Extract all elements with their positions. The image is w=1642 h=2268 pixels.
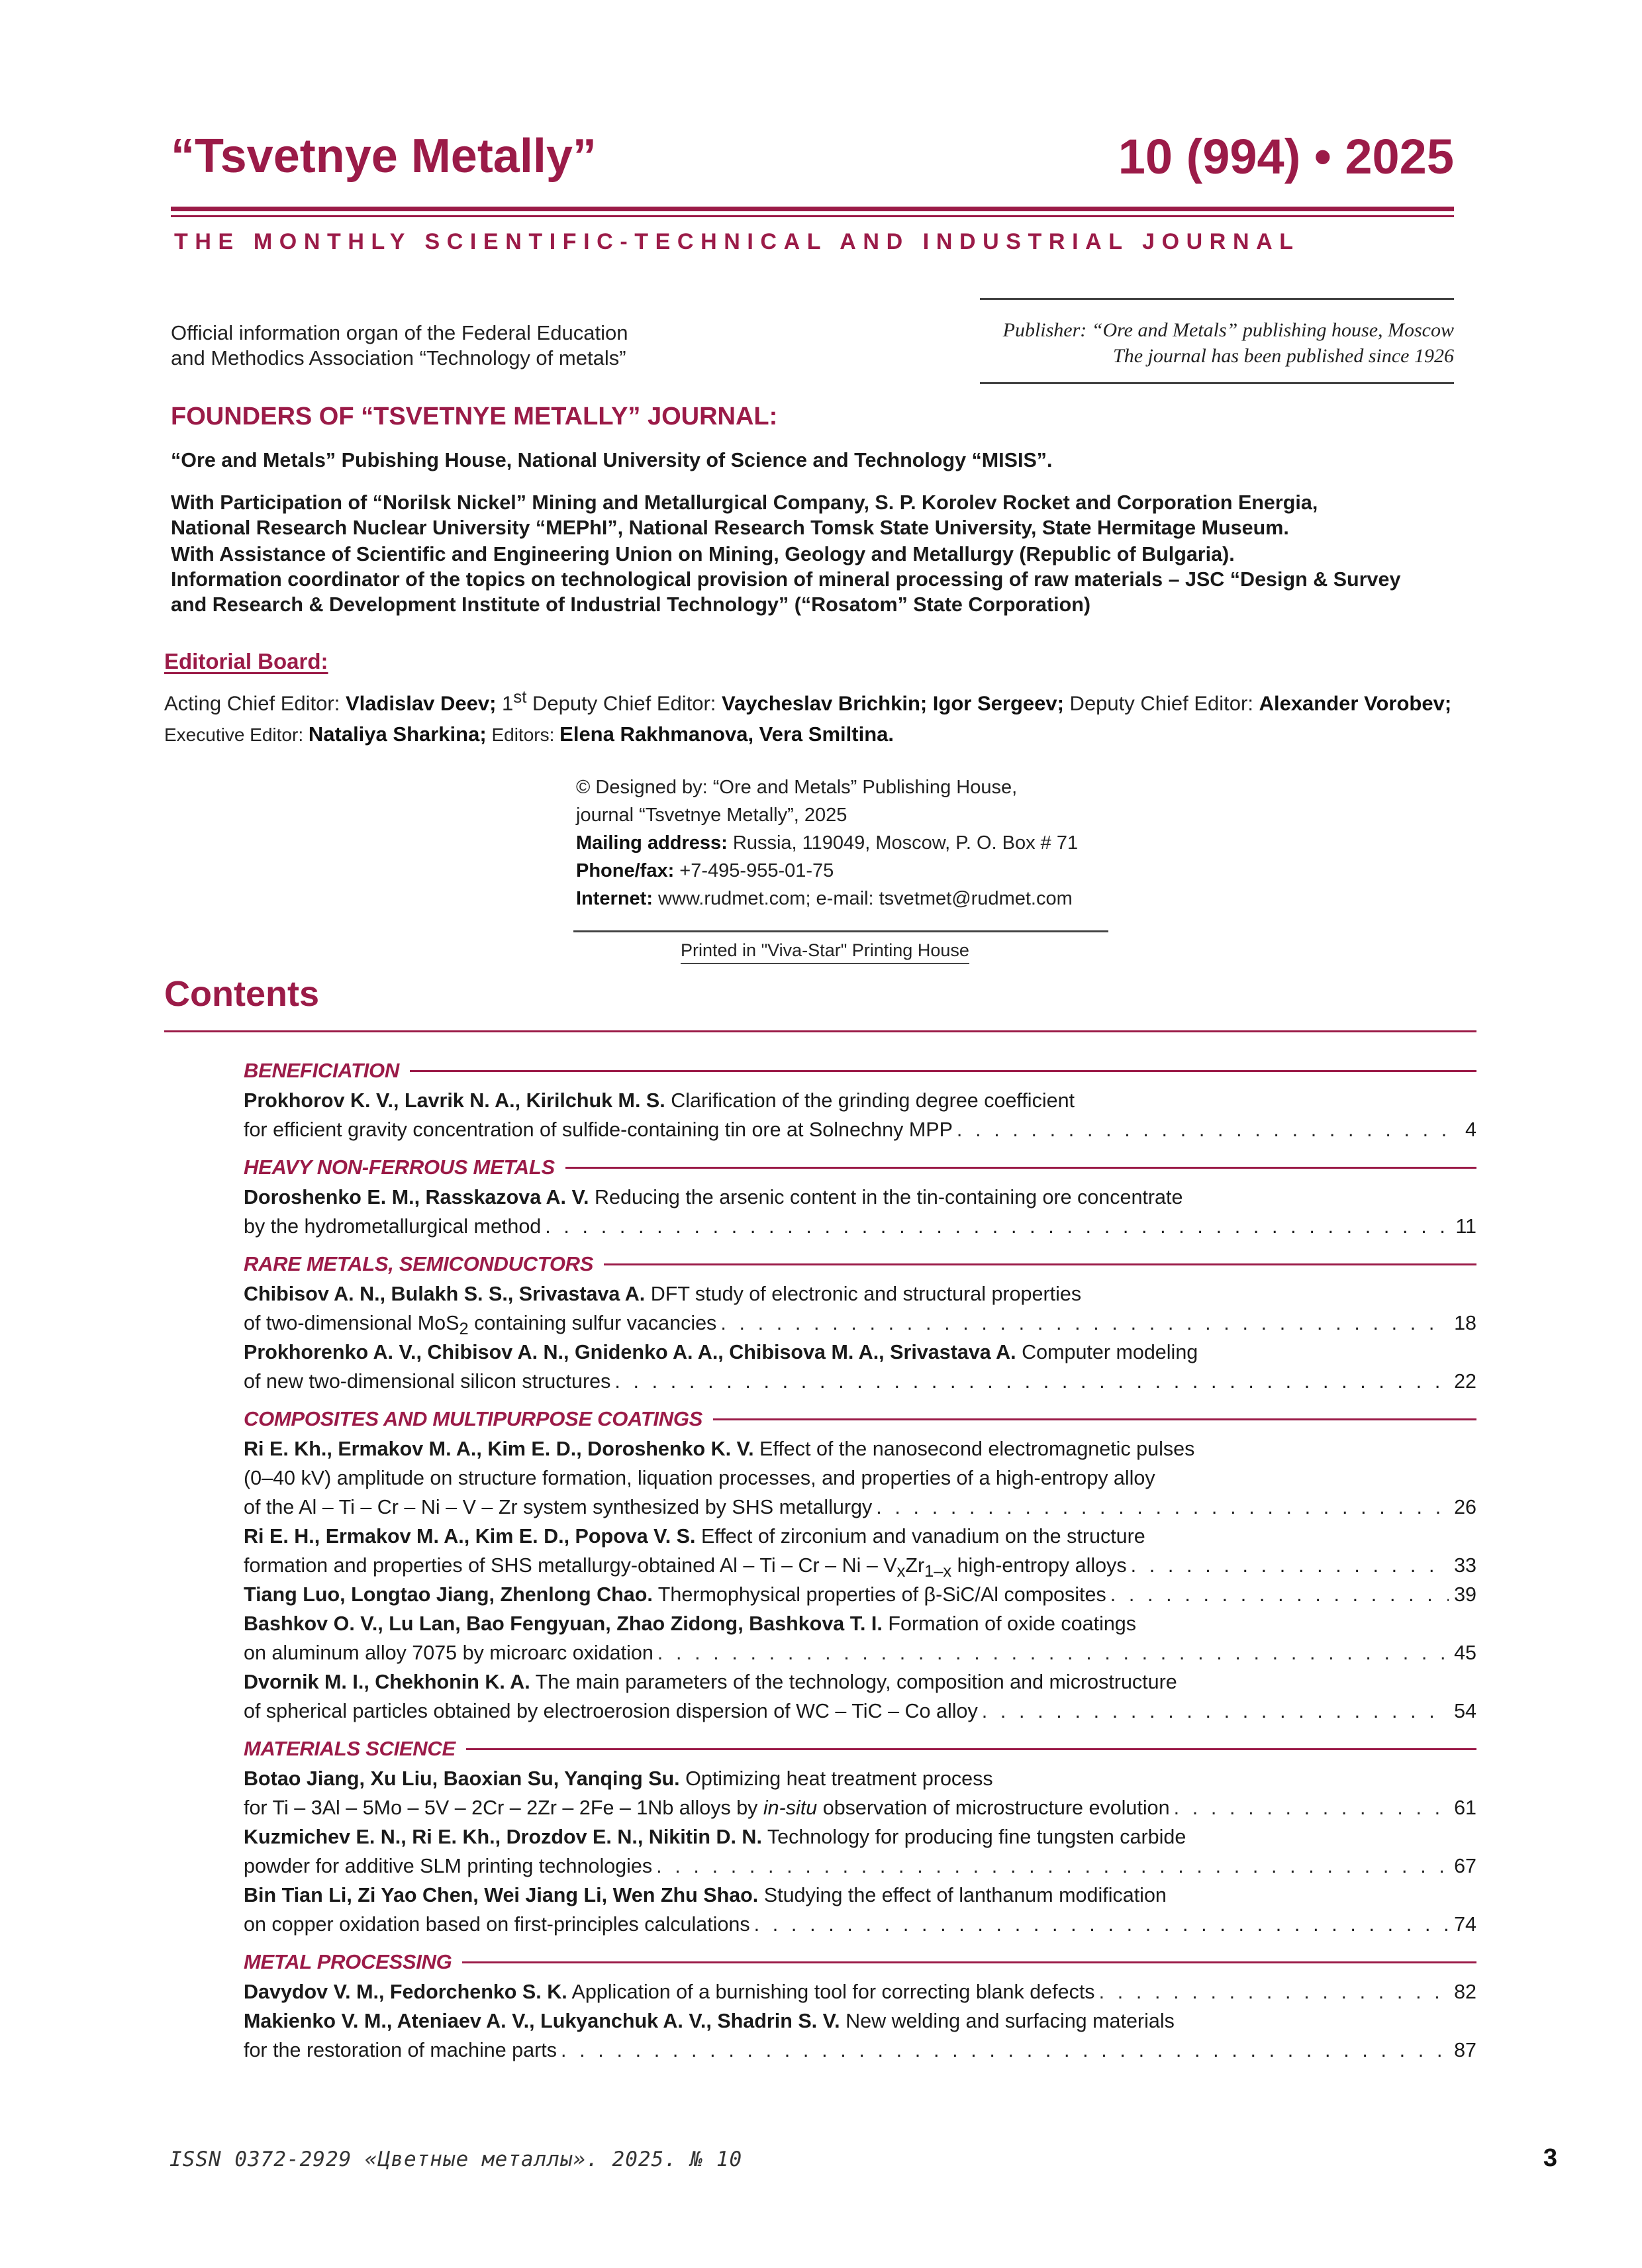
entry-authors: Bin Tian Li, Zi Yao Chen, Wei Jiang Li, Wen Zhu Shao. [244,1884,759,1906]
section-rule [466,1748,1476,1750]
board-label: 1 [496,691,514,715]
official-info-line: Official information organ of the Federal Education [171,321,628,344]
entry-title: The main parameters of the technology, composition and microstructure [530,1671,1177,1693]
entry-page: 33 [1454,1554,1476,1577]
entry-title: (0–40 kV) amplitude on structure formation, liquation processes, and properties of a high-entropy alloy [244,1467,1155,1489]
entry-page: 4 [1465,1118,1476,1141]
toc-section [244,1405,1476,1726]
editorial-board-text [164,682,1488,750]
toc-section [244,1154,1476,1241]
entry-page: 87 [1454,2039,1476,2061]
dot-leader [1174,1793,1449,1822]
entry-title: on aluminum alloy 7075 by microarc oxidation [244,1642,653,1664]
entry-authors: Botao Jiang, Xu Liu, Baoxian Su, Yanqing Su. [244,1767,680,1790]
toc-section [244,1735,1476,1939]
entry-page: 11 [1455,1215,1476,1238]
internet-label: Internet: [576,888,653,909]
board-name: Nataliya Sharkina; [308,722,487,746]
founders-heading: FOUNDERS OF “TSVETNYE METALLY” JOURNAL: [171,403,778,430]
entry-title: Application of a burnishing tool for correcting blank defects [567,1981,1095,2003]
issue-number: 10 (994) • 2025 [1118,129,1454,184]
entry-title: of spherical particles obtained by electroerosion dispersion of WC – TiC – Co alloy [244,1700,978,1722]
board-label: Editors: [486,724,560,746]
phone-fax [576,857,1119,885]
toc-section [244,1057,1476,1144]
official-info [171,320,753,371]
mailing-value: Russia, 119049, Moscow, P. O. Box # 71 [727,832,1079,854]
entry-authors: Prokhorov K. V., Lavrik N. A., Kirilchuk M. S. [244,1089,665,1112]
entry-page: 18 [1454,1312,1476,1334]
entry-title: Thermophysical properties of β-SiC/Al composites [652,1583,1106,1606]
dot-leader [876,1493,1449,1522]
board-name: Elena Rakhmanova, Vera Smiltina. [559,722,894,746]
entry-title: for the restoration of machine parts [244,2039,557,2061]
entry-page: 54 [1454,1700,1476,1722]
internet [576,885,1119,912]
toc-entry[interactable] [244,1183,1476,1241]
toc-entry[interactable] [244,1609,1476,1667]
entry-title: Effect of zirconium and vanadium on the structure [695,1525,1145,1548]
board-name: Vladislav Deev; [345,691,497,715]
entry-authors: Tiang Luo, Longtao Jiang, Zhenlong Chao. [244,1583,653,1606]
founders-line: and Research & Development Institute of Industrial Technology” (“Rosatom” State Corporation) [171,593,1091,616]
entry-title-part: Zr [905,1554,925,1577]
toc-section [244,1948,1476,2065]
entry-title-part: containing sulfur vacancies [468,1312,717,1334]
dot-leader [982,1697,1449,1726]
entry-page: 39 [1454,1583,1476,1606]
entry-title: Reducing the arsenic content in the tin-containing ore concentrate [589,1186,1183,1208]
toc-entry[interactable] [244,1279,1476,1338]
entry-authors: Prokhorenko A. V., Chibisov A. N., Gnidenko A. A., Chibisova M. A., Srivastava A. [244,1341,1016,1363]
publisher-rule-bottom [980,382,1454,384]
section-rule [462,1961,1476,1963]
dot-leader [1099,1977,1449,2006]
entry-title: Clarification of the grinding degree coefficient [665,1089,1075,1112]
toc-entry[interactable] [244,1822,1476,1881]
entry-authors: Dvornik M. I., Chekhonin K. A. [244,1671,530,1693]
entry-title: Effect of the nanosecond electromagnetic pulses [753,1438,1195,1460]
journal-subtitle: THE MONTHLY SCIENTIFIC-TECHNICAL AND INDUSTRIAL JOURNAL [174,229,1300,254]
designed-by-line: © Designed by: “Ore and Metals” Publishing House, [576,777,1018,798]
entry-page: 67 [1454,1855,1476,1877]
entry-title: DFT study of electronic and structural properties [645,1283,1082,1305]
entry-page: 45 [1454,1642,1476,1664]
entry-title-part: high-entropy alloys [951,1554,1127,1577]
entry-title-part: of two-dimensional MoS [244,1312,459,1334]
toc-entry[interactable] [244,2006,1476,2065]
official-info-line: and Methodics Association “Technology of metals” [171,346,626,370]
entry-authors: Kuzmichev E. N., Ri E. Kh., Drozdov E. N., Nikitin D. N. [244,1826,762,1848]
entry-title-subscript: 2 [459,1320,469,1339]
board-name: Vaycheslav Brichkin; Igor Sergeev; [722,691,1064,715]
entry-title: of new two-dimensional silicon structures [244,1370,611,1393]
entry-page: 74 [1454,1913,1476,1936]
publisher-text [980,300,1454,382]
entry-page: 82 [1454,1981,1476,2003]
printed-in: Printed in "Viva-Star" Printing House [681,940,969,964]
section-title: BENEFICIATION [244,1059,399,1082]
entry-authors: Ri E. Kh., Ermakov M. A., Kim E. D., Doroshenko K. V. [244,1438,754,1460]
entry-title-subscript: x [896,1562,906,1581]
toc-entry[interactable] [244,1764,1476,1822]
founders-line: Information coordinator of the topics on technological provision of mineral processing of raw materials – JSC “Design & Survey [171,568,1401,591]
entry-page: 61 [1454,1797,1476,1819]
publisher-box [980,298,1454,384]
entry-title-part: formation and properties of SHS metallurgy-obtained Al – Ti – Cr – Ni – V [244,1554,897,1577]
section-rule [604,1263,1476,1265]
entry-page: 22 [1454,1370,1476,1393]
entry-authors: Chibisov A. N., Bulakh S. S., Srivastava A. [244,1283,646,1305]
page-number: 3 [1543,2144,1557,2172]
entry-title-subscript: 1–x [924,1562,952,1581]
publisher-since-line: The journal has been published since 1926 [1113,345,1454,367]
dot-leader [754,1910,1449,1939]
board-name: Alexander Vorobev; [1259,691,1452,715]
masthead-rule-thin [171,215,1454,217]
toc-entry[interactable] [244,1338,1476,1396]
toc-entry[interactable] [244,1667,1476,1726]
dot-leader [1110,1580,1449,1609]
entry-title-italic: in-situ [763,1797,818,1819]
dot-leader [545,1212,1450,1241]
entry-title-part: for Ti – 3Al – 5Mo – 5V – 2Cr – 2Zr – 2Fe – 1Nb alloys by [244,1797,763,1819]
entry-authors: Makienko V. M., Ateniaev A. V., Lukyanchuk A. V., Shadrin S. V. [244,2010,840,2032]
section-rule [410,1070,1476,1072]
masthead-rule [171,207,1454,211]
dot-leader [657,1638,1449,1667]
toc-entry[interactable] [244,1086,1476,1144]
toc-entry[interactable] [244,1977,1476,2006]
editorial-board-heading: Editorial Board: [164,649,328,673]
entry-authors: Ri E. H., Ermakov M. A., Kim E. D., Popova V. S. [244,1525,696,1548]
section-title: HEAVY NON-FERROUS METALS [244,1156,555,1179]
founders-line: National Research Nuclear University “MEPhI”, National Research Tomsk State University, State Hermitage Museum. [171,517,1289,539]
imprint-block [576,773,1119,912]
internet-value: www.rudmet.com; e-mail: tsvetmet@rudmet.com [653,888,1073,909]
entry-title: powder for additive SLM printing technologies [244,1855,653,1877]
board-label: Deputy Chief Editor: [1063,691,1259,715]
section-title: RARE METALS, SEMICONDUCTORS [244,1252,594,1275]
section-rule [565,1167,1476,1169]
entry-title: for efficient gravity concentration of sulfide-containing tin ore at Solnechny MPP [244,1118,953,1141]
designed-by-line: journal “Tsvetnye Metally”, 2025 [576,805,847,826]
entry-title: of the Al – Ti – Cr – Ni – V – Zr system synthesized by SHS metallurgy [244,1496,873,1518]
entry-title: Studying the effect of lanthanum modification [758,1884,1167,1906]
toc-entry[interactable] [244,1580,1476,1609]
board-label: Acting Chief Editor: [164,691,346,715]
founders-line: With Assistance of Scientific and Engineering Union on Mining, Geology and Metallurgy (Republic of Bulgaria). [171,543,1235,566]
dot-leader [656,1851,1449,1881]
phone-label: Phone/fax: [576,860,675,881]
entry-title: Technology for producing fine tungsten carbide [761,1826,1186,1848]
toc-entry[interactable] [244,1881,1476,1939]
dot-leader [957,1115,1460,1144]
phone-value: +7-495-955-01-75 [674,860,834,881]
dot-leader [561,2036,1449,2065]
entry-authors: Doroshenko E. M., Rasskazova A. V. [244,1186,589,1208]
imprint-rule [573,930,1108,932]
entry-title: on copper oxidation based on first-principles calculations [244,1913,750,1936]
toc-entry[interactable] [244,1522,1476,1580]
entry-authors: Bashkov O. V., Lu Lan, Bao Fengyuan, Zhao Zidong, Bashkova T. I. [244,1612,883,1635]
mailing-address [576,829,1119,857]
dot-leader [614,1367,1449,1396]
entry-title [244,1793,1170,1822]
entry-title: by the hydrometallurgical method [244,1215,542,1238]
journal-title: “Tsvetnye Metally” [171,130,597,183]
entry-title: Optimizing heat treatment process [679,1767,993,1790]
toc-entry[interactable] [244,1434,1476,1522]
footer-issn: ISSN 0372-2929 «Цветные металлы». 2025. № 10 [169,2147,743,2171]
section-title: METAL PROCESSING [244,1950,452,1973]
entry-title: New welding and surfacing materials [840,2010,1175,2032]
board-label: Deputy Chief Editor: [526,691,722,715]
entry-page: 26 [1454,1496,1476,1518]
entry-title-part: observation of microstructure evolution [817,1797,1170,1819]
mailing-label: Mailing address: [576,832,728,854]
board-label: Executive Editor: [164,724,309,746]
section-title: COMPOSITES AND MULTIPURPOSE COATINGS [244,1407,703,1430]
entry-title: Computer modeling [1016,1341,1198,1363]
founders-line: With Participation of “Norilsk Nickel” Mining and Metallurgical Company, S. P. Korolev Rocket and Corporation Energia, [171,491,1318,514]
table-of-contents [244,1057,1476,2074]
dot-leader [720,1308,1449,1338]
entry-title: Formation of oxide coatings [882,1612,1137,1635]
contents-rule [164,1030,1476,1032]
contents-heading: Contents [164,974,319,1014]
board-ordinal-suffix: st [513,688,527,707]
entry-authors: Davydov V. M., Fedorchenko S. K. [244,1981,567,2003]
section-rule [713,1418,1476,1420]
toc-section [244,1250,1476,1396]
dot-leader [1131,1551,1449,1580]
section-title: MATERIALS SCIENCE [244,1737,456,1760]
founders-line: “Ore and Metals” Pubishing House, National University of Science and Technology “MISIS”. [171,449,1053,471]
publisher-line: Publisher: “Ore and Metals” publishing house, Moscow [1002,319,1454,341]
